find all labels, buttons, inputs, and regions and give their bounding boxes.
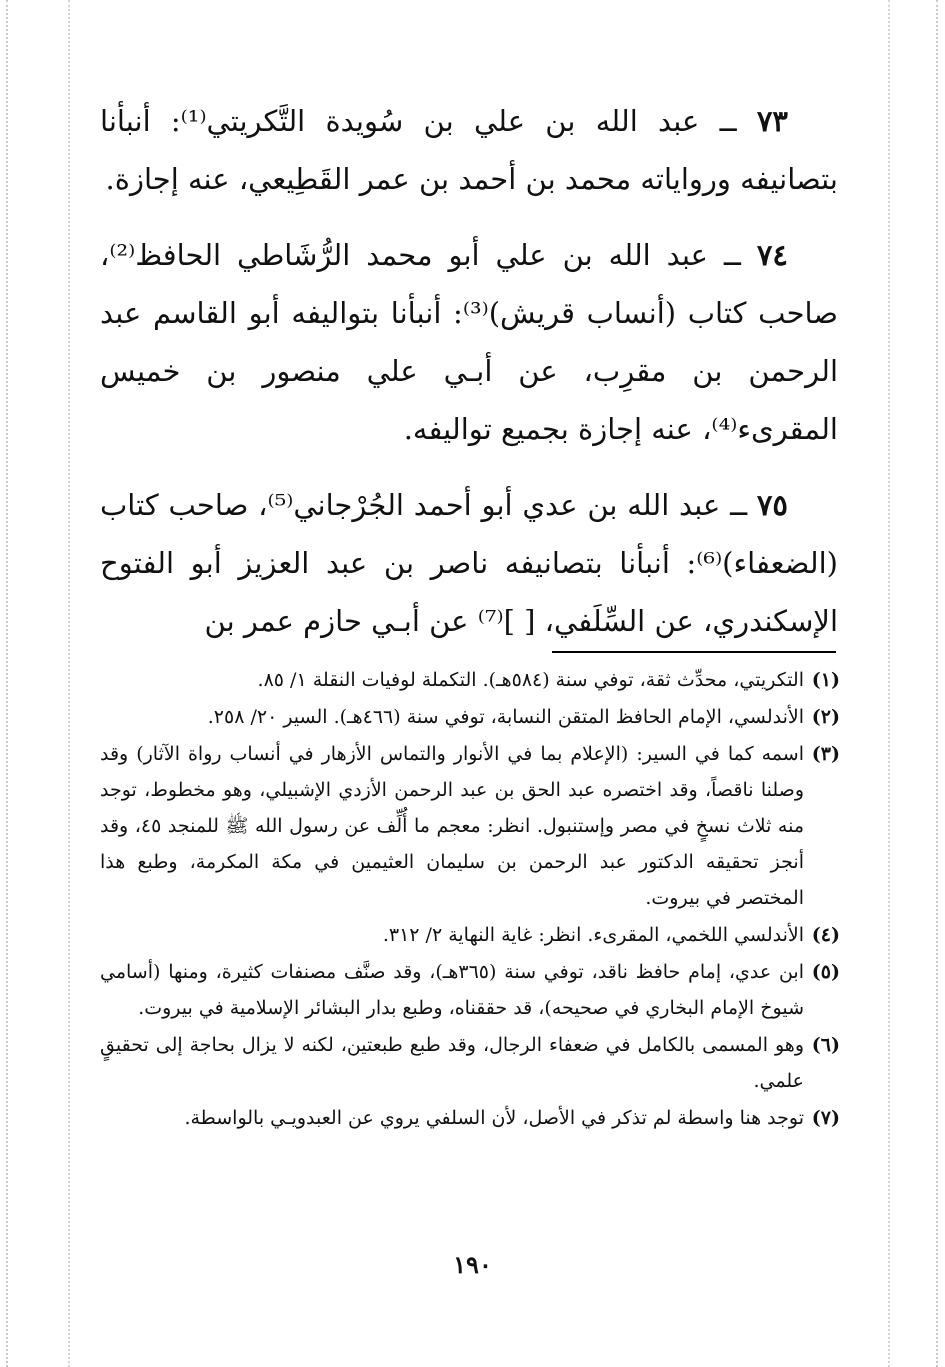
scan-rail-inner-right (888, 0, 890, 1367)
footnote-5 (100, 954, 840, 1026)
footnote-text: ابن عدي، إمام حافظ ناقد، توفي سنة (٣٦٥هـ)، وقد صنَّف مصنفات كثيرة، ومنها (أسامي شيوخ الإمام البخاري في صحيحه)، قد حققناه، وطبع بدار البشائر الإسلامية في بيروت. (100, 961, 804, 1019)
entry-paragraph (100, 226, 838, 458)
footnote-2 (100, 699, 840, 735)
footnote-number: (٣) (811, 743, 840, 765)
entry-text: ــ عبد الله بن عدي أبو أحمد الجُرْجاني⁽⁵⁾، صاحب كتاب (الضعفاء)⁽⁶⁾: أنبأنا بتصانيفه ناصر بن عبد العزيز أبو الفتوح الإسكندري، عن السِّلَفي، [ ]⁽⁷⁾ عن أبـي حازم عمر بن (100, 488, 838, 638)
entry-text: ــ عبد الله بن علي أبو محمد الرُّشَاطي الحافظ⁽²⁾، صاحب كتاب (أنساب قريش)⁽³⁾: أنبأنا بتواليفه أبو القاسم عبد الرحمن بن مقرِب، عن أبـي علي منصور بن خميس المقرىء⁽⁴⁾، عنه إجازة بجميع تواليفه. (100, 238, 838, 446)
entry-75 (100, 476, 838, 650)
footnote-6 (100, 1027, 840, 1099)
scan-rail-right (936, 0, 938, 1367)
scan-rail-inner-left (68, 0, 70, 1367)
footnote-separator (552, 651, 836, 653)
footnote-number: (٤) (811, 924, 840, 946)
footnote-7 (100, 1100, 840, 1136)
entry-number: ٧٤ (756, 238, 789, 272)
entry-text: ــ عبد الله بن علي بن سُويدة التَّكريتي⁽¹⁾: أنبأنا بتصانيفه ورواياته محمد بن أحمد بن عمر القَطِيعي، عنه إجازة. (100, 104, 838, 196)
footnote-text: اسمه كما في السير: (الإعلام بما في الأنوار والتماس الأزهار في أنساب رواة الآثار) وقد وصلنا ناقصاً، وقد اختصره عبد الحق بن عبد الرحمن الأزدي الإشبيلي، وهو مخطوط، توجد منه ثلاث نسخٍ في مصر وإستنبول. انظر: معجم ما أُلِّف عن رسول الله ﷺ للمنجد ٤٥، وقد أنجز تحقيقه الدكتور عبد الرحمن بن سليمان العثيمين في مكة المكرمة، وطبع هذا المختصر في بيروت. (100, 743, 804, 909)
footnote-number: (٦) (811, 1034, 840, 1056)
footnote-number: (٥) (811, 961, 840, 983)
footnote-text: التكريتي، محدِّث ثقة، توفي سنة (٥٨٤هـ). التكملة لوفيات النقلة ١/ ٨٥. (257, 669, 804, 691)
entry-73 (100, 92, 838, 208)
entry-74 (100, 226, 838, 458)
footnote-text: الأندلسي، الإمام الحافظ المتقن النسابة، توفي سنة (٤٦٦هـ). السير ٢٠/ ٢٥٨. (207, 706, 804, 728)
footnote-text: الأندلسي اللخمي، المقرىء. انظر: غاية النهاية ٢/ ٣١٢. (382, 924, 804, 946)
footnote-number: (٢) (811, 706, 840, 728)
scan-rail-left (6, 0, 8, 1367)
entry-paragraph (100, 476, 838, 650)
footnotes (100, 662, 840, 1137)
entry-number: ٧٥ (756, 488, 788, 522)
footnote-number: (٧) (811, 1107, 840, 1129)
footnote-number: (١) (811, 669, 840, 691)
main-text (100, 92, 838, 668)
footnote-1 (100, 662, 840, 698)
entry-number: ٧٣ (756, 104, 789, 138)
footnote-3 (100, 736, 840, 916)
footnote-text: وهو المسمى بالكامل في ضعفاء الرجال، وقد طبع طبعتين، لكنه لا يزال بحاجة إلى تحقيقٍ علمي. (100, 1034, 804, 1092)
entry-paragraph (100, 92, 838, 208)
footnote-4 (100, 917, 840, 953)
page-number: ١٩٠ (453, 1250, 492, 1279)
footnote-text: توجد هنا واسطة لم تذكر في الأصل، لأن السلفي يروي عن العبدويـي بالواسطة. (184, 1107, 804, 1129)
